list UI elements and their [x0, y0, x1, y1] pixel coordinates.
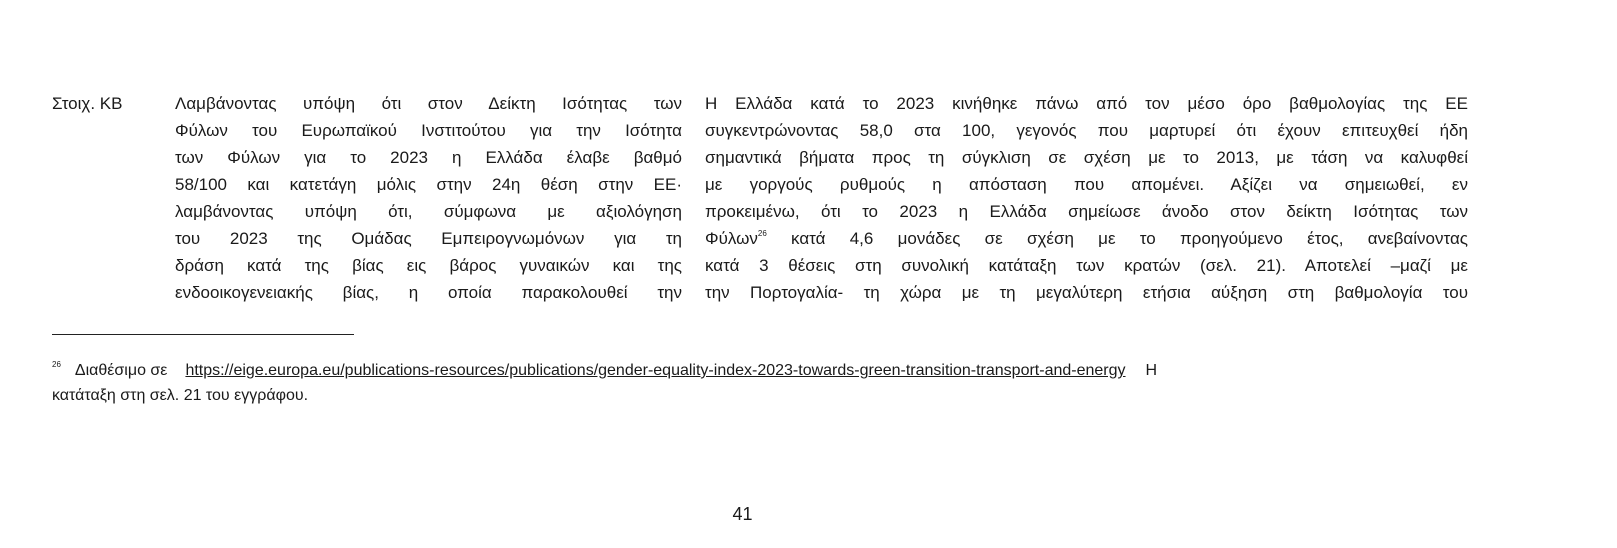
right-line-6-prefix: Φύλων	[705, 229, 758, 248]
left-line-4: 58/100 και κατετάγη μόλις στην 24η θέση στην ΕΕ·	[175, 175, 682, 194]
right-line-7: κατά 3 θέσεις στη συνολική κατάταξη των κρατών (σελ. 21). Αποτελεί –μαζί με	[705, 256, 1468, 275]
left-line-6: του 2023 της Ομάδας Εμπειρογνωμόνων για τη	[175, 229, 682, 248]
right-line-3: σημαντικά βήματα προς τη σύγκλιση σε σχέση με το 2013, με τάση να καλυφθεί	[705, 148, 1468, 167]
left-line-8: ενδοοικογενειακής βίας, η οποία παρακολουθεί την	[175, 283, 682, 302]
footnote-marker: 26	[52, 360, 61, 369]
footnote-prefix: Διαθέσιμο σε	[74, 362, 168, 379]
left-line-5: λαμβάνοντας υπόψη ότι, σύμφωνα με αξιολόγηση	[175, 202, 682, 221]
right-line-8: την Πορτογαλία- τη χώρα με τη μεγαλύτερη ετήσια αύξηση στη βαθμολογία του	[705, 283, 1468, 302]
left-column-text	[175, 90, 682, 306]
footnote-suffix: Η	[1145, 362, 1158, 379]
footnote-separator	[52, 334, 354, 335]
left-line-2: Φύλων του Ευρωπαϊκού Ινστιτούτου για την Ισότητα	[175, 121, 682, 140]
left-line-1: Λαμβάνοντας υπόψη ότι στον Δείκτη Ισότητας των	[175, 94, 682, 113]
right-line-5: προκειμένω, ότι το 2023 η Ελλάδα σημείωσε άνοδο στον δείκτη Ισότητας των	[705, 202, 1468, 221]
right-line-4: με γοργούς ρυθμούς η απόσταση που απομένει. Αξίζει να σημειωθεί, εν	[705, 175, 1468, 194]
right-line-1: Η Ελλάδα κατά το 2023 κινήθηκε πάνω από τον μέσο όρο βαθμολογίας της ΕΕ	[705, 94, 1468, 113]
item-label: Στοιχ. ΚΒ	[52, 94, 123, 113]
left-line-3: των Φύλων για το 2023 η Ελλάδα έλαβε βαθμό	[175, 148, 682, 167]
right-line-6	[705, 225, 1468, 252]
left-line-7: δράση κατά της βίας εις βάρος γυναικών και της	[175, 256, 682, 275]
footnote-line-2: κατάταξη στη σελ. 21 του εγγράφου.	[52, 387, 309, 404]
footnote-line-1	[52, 352, 1472, 383]
footnote-link[interactable]: https://eige.europa.eu/publications-resources/publications/gender-equality-index-2023-towards-green-transition-transport-and-energy	[185, 362, 1126, 379]
page-number: 41	[732, 504, 753, 524]
right-line-6-rest: κατά 4,6 μονάδες σε σχέση με το προηγούμενο έτος, ανεβαίνοντας	[791, 229, 1468, 248]
footnote-reference[interactable]: 26	[757, 229, 767, 238]
footnote	[52, 352, 1472, 408]
right-line-2: συγκεντρώνοντας 58,0 στα 100, γεγονός που μαρτυρεί ότι έχουν επιτευχθεί ήδη	[705, 121, 1468, 140]
right-column-text	[705, 90, 1468, 306]
